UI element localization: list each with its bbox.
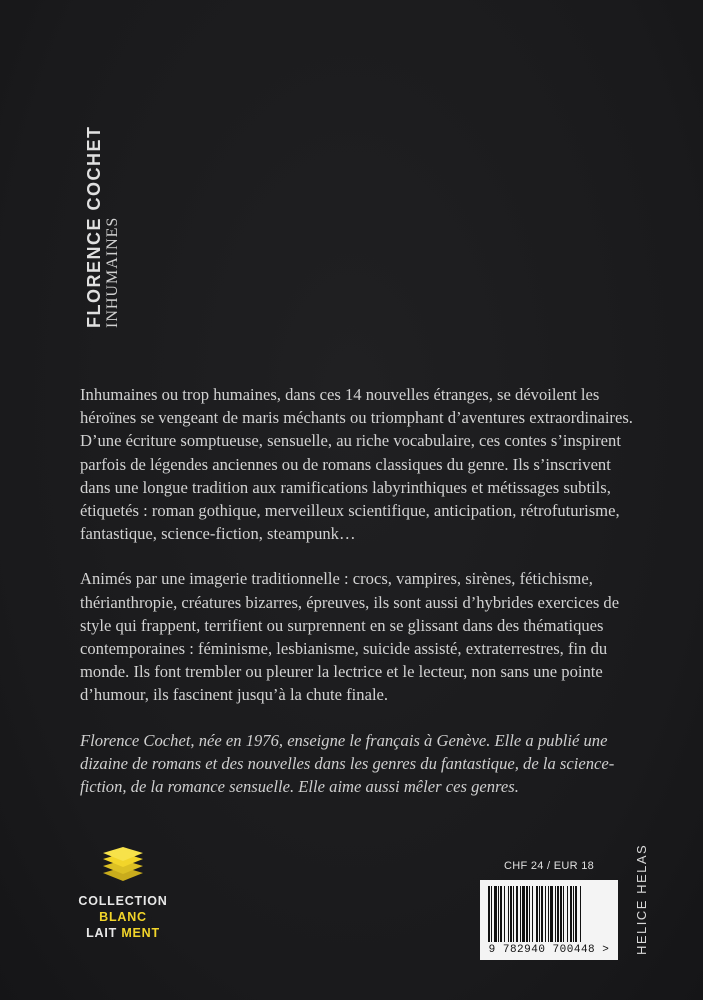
barcode-bar xyxy=(526,886,528,942)
author-name: FLORENCE COCHET xyxy=(84,125,104,328)
barcode-bar xyxy=(580,886,581,942)
author-bio: Florence Cochet, née en 1976, enseigne le français à Genève. Elle a publié une dizaine de romans et des nouvelles dans les genres du fantastique, de la science-fiction, de la romance sensuelle. Elle aime aussi mêler ces genres. xyxy=(80,730,615,797)
barcode-bar xyxy=(529,886,530,942)
barcode-bar xyxy=(555,886,556,942)
barcode-bar xyxy=(516,886,518,942)
barcode-bar xyxy=(541,886,543,942)
stacked-layers-icon xyxy=(101,845,145,885)
collection-logo xyxy=(78,845,168,941)
isbn-barcode xyxy=(480,880,618,960)
barcode-bar xyxy=(510,886,512,942)
barcode-bar xyxy=(491,886,492,942)
barcode-bar xyxy=(498,886,499,942)
book-title: INHUMAINES xyxy=(104,216,121,328)
barcode-bar xyxy=(508,886,509,942)
barcode-bar xyxy=(504,886,505,942)
blurb-paragraph-2: Animés par une imagerie traditionnelle : crocs, vampires, sirènes, fétichisme, thérianthropie, créatures bizarres, épreuves, ils sont aussi d’hybrides exercices de style qui frappent, terrifient ou surprennent en se glissant dans des thématiques contemporaines : féminisme, lesbianisme, suicide assisté, extraterrestres, fin du monde. Ils font trembler ou pleurer la lectrice et le lecteur, non sans une pointe d’humour, ils fascinent jusqu’à la chute finale. xyxy=(80,569,620,705)
collection-ment: MENT xyxy=(121,926,160,940)
barcode-bar xyxy=(567,886,568,942)
isbn-digits: 9 782940 700448 > xyxy=(488,944,610,956)
barcode-bar xyxy=(548,886,549,942)
barcode-bar xyxy=(570,886,572,942)
vertical-title-block xyxy=(84,118,154,328)
barcode-bar xyxy=(560,886,562,942)
barcode-bar xyxy=(550,886,553,942)
collection-lait: LAIT xyxy=(86,926,122,940)
barcode-bar xyxy=(513,886,514,942)
barcode-bar xyxy=(536,886,538,942)
barcode-bar xyxy=(522,886,525,942)
barcode-bar xyxy=(532,886,533,942)
collection-name-laitment xyxy=(78,925,168,941)
barcode-bar xyxy=(563,886,564,942)
barcode-bar xyxy=(539,886,540,942)
barcode-bar xyxy=(573,886,574,942)
publisher-name: HELICE HELAS xyxy=(634,843,649,955)
barcode-bar xyxy=(557,886,559,942)
barcode-bar xyxy=(575,886,577,942)
blurb-text xyxy=(80,383,640,820)
barcode-bar xyxy=(500,886,502,942)
blurb-paragraph-1: Inhumaines ou trop humaines, dans ces 14 nouvelles étranges, se dévoilent les héroïnes se vengeant de maris méchants ou triomphant d’aventures extraordinaires. D’une écriture somptueuse, sensuelle, au riche vocabulaire, ces contes s’inspirent parfois de légendes anciennes ou de romans classiques du genre. Ils s’inscrivent dans une longue tradition aux ramifications labyrinthiques et métissages subtils, étiquetés : roman gothique, merveilleux scientifique, anticipation, rétrofuturisme, fantastique, science-fiction, steampunk… xyxy=(80,385,633,544)
barcode-bar xyxy=(494,886,497,942)
price-label: CHF 24 / EUR 18 xyxy=(504,860,595,872)
barcode-bar xyxy=(488,886,490,942)
collection-label: COLLECTION xyxy=(78,894,168,908)
collection-name-blanc: BLANC xyxy=(99,910,147,924)
barcode-bar xyxy=(545,886,546,942)
barcode-bar xyxy=(520,886,521,942)
